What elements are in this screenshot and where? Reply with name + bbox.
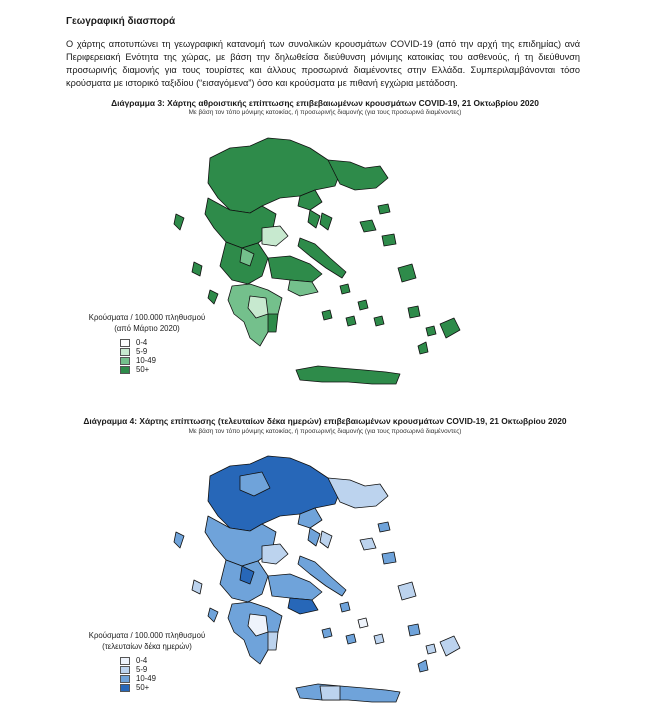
legend-swatch <box>120 366 130 374</box>
figure-3-legend <box>72 312 222 374</box>
legend-item <box>120 683 222 692</box>
intro-paragraph: Ο χάρτης αποτυπώνει τη γεωγραφική κατανομή των συνολικών κρουσμάτων COVID-19 (από την αρχή της επιδημίας) ανά Περιφερειακή Ενότητα της χώρας, με βάση την δηλωθείσα διεύθυνση μόνιμης κατοικίας του ασθενούς, ή τη διεύθυνση προσωρινής διαμονής για τους τουρίστες και άλλους προσωρινά διαμένοντες στην Ελλάδα. Συμπεριλαμβάνονται τόσο κρούσματα με ιστορικό ταξιδίου (“εισαγόμενα”) όσο και κρούσματα με πιθανή εγχώρια μετάδοση. <box>66 39 580 88</box>
legend-swatch <box>120 675 130 683</box>
legend-item <box>120 338 222 347</box>
legend-label: 10-49 <box>136 674 156 683</box>
legend-swatch <box>120 684 130 692</box>
legend-item <box>120 665 222 674</box>
section-title: Γεωγραφική διασπορά <box>66 16 176 27</box>
legend-item <box>120 674 222 683</box>
legend-swatch <box>120 357 130 365</box>
figure-3-title: Διάγραμμα 3: Χάρτης αθροιστικής επίπτωσης επιβεβαιωμένων κρουσμάτων COVID-19, 21 Οκτωβρίου 2020 <box>111 98 539 108</box>
legend-swatch <box>120 666 130 674</box>
legend-title-line1: Κρούσματα / 100.000 πληθυσμού <box>88 313 206 322</box>
legend-title-line2: (από Μάρτιο 2020) <box>114 324 180 333</box>
legend-label: 0-4 <box>136 338 148 347</box>
legend-swatch <box>120 657 130 665</box>
legend-label: 5-9 <box>136 665 148 674</box>
figure-3-subtitle: Με βάση τον τόπο μόνιμης κατοικίας, ή προσωρινής διαμονής (για τους προσωρινά διαμένοντες) <box>188 109 462 116</box>
legend-label: 50+ <box>136 683 150 692</box>
legend-title-line2: (τελευταίων δέκα ημερών) <box>102 642 192 651</box>
legend-swatch <box>120 339 130 347</box>
legend-item <box>120 656 222 665</box>
legend-swatch <box>120 348 130 356</box>
figure-4-subtitle: Με βάση τον τόπο μόνιμης κατοικίας, ή προσωρινής διαμονής (για τους προσωρινά διαμένοντες) <box>188 428 462 435</box>
legend-label: 5-9 <box>136 347 148 356</box>
legend-title-line1: Κρούσματα / 100.000 πληθυσμού <box>88 631 206 640</box>
legend-item <box>120 356 222 365</box>
legend-item <box>120 347 222 356</box>
legend-item <box>120 365 222 374</box>
legend-label: 10-49 <box>136 356 156 365</box>
figure-4-title: Διάγραμμα 4: Χάρτης επίπτωσης (τελευταίων δέκα ημερών) επιβεβαιωμένων κρουσμάτων COVID-19, 21 Οκτωβρίου 2020 <box>83 416 567 426</box>
figure-4-legend <box>72 630 222 692</box>
legend-label: 50+ <box>136 365 150 374</box>
legend-label: 0-4 <box>136 656 148 665</box>
